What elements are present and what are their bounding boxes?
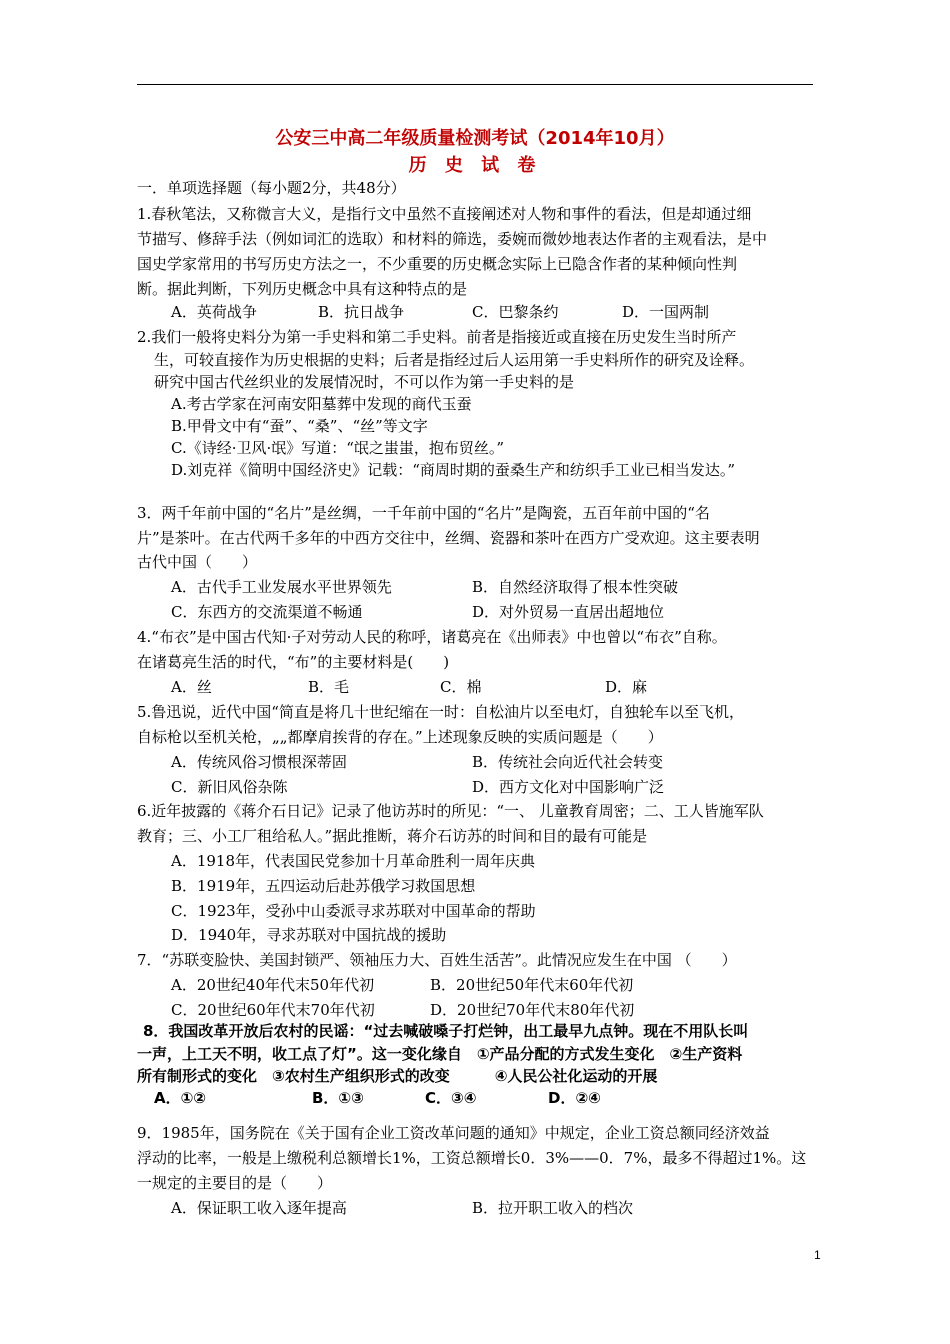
question-2-line-3: 研究中国古代丝织业的发展情况时，不可以作为第一手史料的是: [154, 373, 575, 391]
question-8-option-b: B．①③: [312, 1089, 364, 1107]
exam-title: 公安三中高二年级质量检测考试（2014年10月）: [275, 128, 675, 149]
question-3-option-a: A．古代手工业发展水平世界领先: [171, 578, 392, 596]
question-5-option-b: B．传统社会向近代社会转变: [472, 753, 664, 771]
question-1-line-3: 国史学家常用的书写历史方法之一，不少重要的历史概念实际上已隐含作者的某种倾向性判: [137, 255, 738, 273]
question-2-option-c: C.《诗经·卫风·氓》写道：“氓之蚩蚩，抱布贸丝。”: [171, 439, 505, 457]
question-3-option-c: C．东西方的交流渠道不畅通: [171, 603, 363, 621]
exam-subtitle: 历 史 试 卷: [408, 155, 542, 176]
question-7-line-1: 7．“苏联变脸快、美国封锁严、领袖压力大、百姓生活苦”。此情况应发生在中国 （ ）: [137, 951, 737, 969]
question-9-line-2: 浮动的比率，一般是上缴税利总额增长1%，工资总额增长0．3%——0．7%，最多不得超过1%。这: [137, 1149, 807, 1167]
question-2-line-1: 2.我们一般将史料分为第一手史料和第二手史料。前者是指接近或直接在历史发生当时所产: [137, 328, 737, 346]
question-3-option-d: D．对外贸易一直居出超地位: [472, 603, 665, 621]
question-7-option-a: A．20世纪40年代末50年代初: [171, 976, 375, 994]
question-7-option-b: B．20世纪50年代末60年代初: [430, 976, 634, 994]
question-6-option-b: B．1919年，五四运动后赴苏俄学习救国思想: [171, 877, 476, 895]
question-4-option-a: A．丝: [171, 678, 212, 696]
question-9-line-3: 一规定的主要目的是（ ）: [137, 1174, 333, 1192]
question-1-option-b: B．抗日战争: [318, 303, 405, 321]
question-8-line-3: 所有制形式的变化 ③农村生产组织形式的改变 ④人民公社化运动的开展: [137, 1067, 658, 1085]
question-8-line-1: 8．我国改革开放后农村的民谣：“过去喊破嗓子打烂钟，出工最早九点钟。现在不用队长叫: [143, 1022, 749, 1040]
question-1-option-a: A．英荷战争: [171, 303, 257, 321]
question-5-line-2: 自标枪以至机关枪，„„都摩肩挨背的存在。”上述现象反映的实质问题是（ ）: [137, 728, 663, 746]
question-2-line-2: 生，可较直接作为历史根据的史料；后者是指经过后人运用第一手史料所作的研究及诠释。: [154, 351, 755, 369]
question-9-line-1: 9．1985年，国务院在《关于国有企业工资改革问题的通知》中规定，企业工资总额同经济效益: [137, 1124, 770, 1142]
question-4-option-c: C．棉: [440, 678, 482, 696]
question-2-option-a: A.考古学家在河南安阳墓葬中发现的商代玉蚕: [171, 395, 472, 413]
question-5-line-1: 5.鲁迅说，近代中国“简直是将几十世纪缩在一时：自松油片以至电灯，自独轮车以至飞机，: [137, 703, 744, 721]
question-1-line-2: 节描写、修辞手法（例如词汇的选取）和材料的筛选，委婉而微妙地表达作者的主观看法，是中: [137, 230, 768, 248]
question-8-option-a: A．①②: [154, 1089, 207, 1107]
question-6-line-1: 6.近年披露的《蒋介石日记》记录了他访苏时的所见：“一、 儿童教育周密；二、工人皆施军队: [137, 802, 764, 820]
question-8-option-d: D．②④: [548, 1089, 601, 1107]
question-7-option-c: C．20世纪60年代末70年代初: [171, 1001, 375, 1019]
header-rule: [137, 84, 813, 85]
question-6-option-d: D．1940年，寻求苏联对中国抗战的援助: [171, 926, 447, 944]
question-5-option-c: C．新旧风俗杂陈: [171, 778, 288, 796]
question-9-option-a: A．保证职工收入逐年提高: [171, 1199, 347, 1217]
question-3-line-1: 3．两千年前中国的“名片”是丝绸，一千年前中国的“名片”是陶瓷，五百年前中国的“名: [137, 504, 710, 522]
question-8-line-2: 一声，上工天不明，收工点了灯”。这一变化缘自 ①产品分配的方式发生变化 ②生产资料: [137, 1045, 743, 1063]
question-4-option-b: B．毛: [308, 678, 350, 696]
question-6-option-a: A．1918年，代表国民党参加十月革命胜利一周年庆典: [171, 852, 536, 870]
question-4-line-1: 4.“布衣”是中国古代知·子对劳动人民的称呼，诸葛亮在《出师表》中也曾以“布衣”自称。: [137, 628, 727, 646]
question-7-option-d: D．20世纪70年代末80年代初: [430, 1001, 635, 1019]
question-2-option-d: D.刘克祥《简明中国经济史》记载：“商周时期的蚕桑生产和纺织手工业已相当发达。”: [171, 461, 736, 479]
question-1-option-c: C．巴黎条约: [472, 303, 559, 321]
question-1-line-4: 断。据此判断，下列历史概念中具有这种特点的是: [137, 280, 468, 298]
question-3-line-3: 古代中国（ ）: [137, 553, 258, 571]
question-8-option-c: C．③④: [425, 1089, 477, 1107]
question-4-option-d: D．麻: [605, 678, 648, 696]
question-4-line-2: 在诸葛亮生活的时代，“布”的主要材料是( ): [137, 653, 450, 671]
question-2-option-b: B.甲骨文中有“蚕”、“桑”、“丝”等文字: [171, 417, 428, 435]
question-5-option-d: D．西方文化对中国影响广泛: [472, 778, 665, 796]
section-heading: 一．单项选择题（每小题2分，共48分）: [137, 179, 406, 197]
question-1-option-d: D．一国两制: [622, 303, 710, 321]
question-1-line-1: 1.春秋笔法，又称微言大义，是指行文中虽然不直接阐述对人物和事件的看法，但是却通过细: [137, 205, 752, 223]
question-6-line-2: 教育；三、小工厂租给私人。”据此推断，蒋介石访苏的时间和目的最有可能是: [137, 827, 648, 845]
question-3-line-2: 片”是茶叶。在古代两千多年的中西方交往中，丝绸、瓷器和茶叶在西方广受欢迎。这主要表明: [137, 529, 760, 547]
question-5-option-a: A．传统风俗习惯根深蒂固: [171, 753, 347, 771]
question-9-option-b: B．拉开职工收入的档次: [472, 1199, 634, 1217]
question-3-option-b: B．自然经济取得了根本性突破: [472, 578, 679, 596]
page-number: 1: [814, 1248, 821, 1262]
question-6-option-c: C．1923年，受孙中山委派寻求苏联对中国革命的帮助: [171, 902, 536, 920]
